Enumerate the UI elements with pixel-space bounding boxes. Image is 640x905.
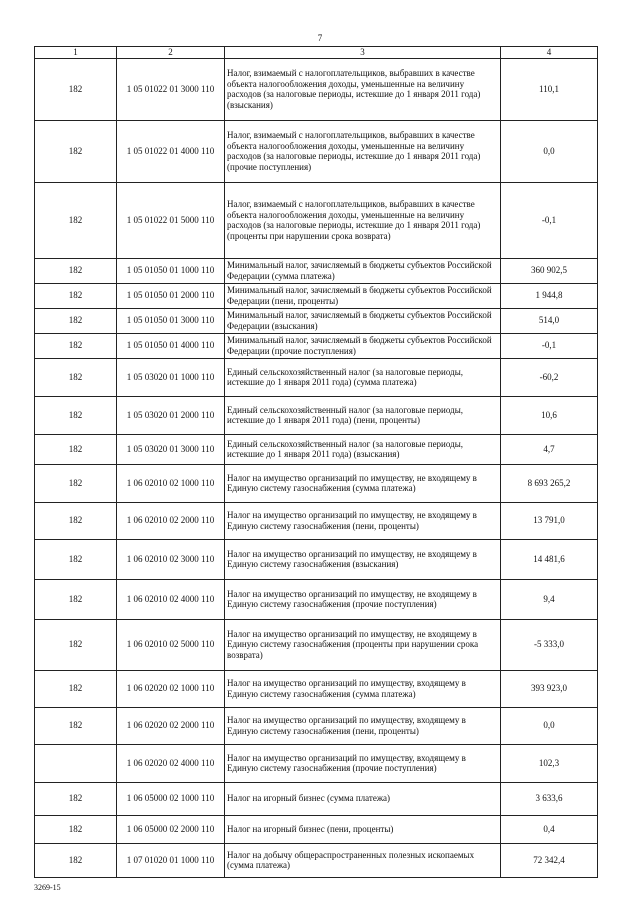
table-row — [35, 308, 598, 333]
table-row — [35, 670, 598, 707]
kbk-code-cell: 1 06 02020 02 2000 110 — [117, 707, 225, 744]
amount-cell: 10,6 — [501, 396, 598, 434]
amount-cell: 0,0 — [501, 120, 598, 182]
description-cell: Минимальный налог, зачисляемый в бюджеты субъектов Российской Федерации (пени, проценты) — [225, 283, 501, 308]
admin-code-cell: 182 — [35, 358, 117, 396]
kbk-code-cell: 1 06 02010 02 3000 110 — [117, 539, 225, 579]
kbk-code-cell: 1 06 05000 02 1000 110 — [117, 782, 225, 815]
amount-cell: 72 342,4 — [501, 843, 598, 877]
description-cell: Единый сельскохозяйственный налог (за налоговые периоды, истекшие до 1 января 2011 года) (взыскания) — [225, 434, 501, 464]
description-cell: Налог на игорный бизнес (пени, проценты) — [225, 815, 501, 843]
admin-code-cell — [35, 744, 117, 782]
description-cell: Минимальный налог, зачисляемый в бюджеты субъектов Российской Федерации (прочие поступления) — [225, 333, 501, 358]
kbk-code-cell: 1 05 03020 01 3000 110 — [117, 434, 225, 464]
table-row — [35, 120, 598, 182]
header-col-2: 2 — [117, 47, 225, 59]
table-row — [35, 782, 598, 815]
table-row — [35, 579, 598, 619]
budget-revenue-table — [34, 46, 598, 878]
header-col-3: 3 — [225, 47, 501, 59]
kbk-code-cell: 1 07 01020 01 1000 110 — [117, 843, 225, 877]
description-cell: Налог на имущество организаций по имуществу, входящему в Единую систему газоснабжения (сумма платежа) — [225, 670, 501, 707]
table-header-row — [35, 47, 598, 59]
amount-cell: 110,1 — [501, 58, 598, 120]
table-row — [35, 539, 598, 579]
admin-code-cell: 182 — [35, 502, 117, 539]
table-row — [35, 258, 598, 283]
description-cell: Минимальный налог, зачисляемый в бюджеты субъектов Российской Федерации (взыскания) — [225, 308, 501, 333]
table-row — [35, 396, 598, 434]
amount-cell: 0,0 — [501, 707, 598, 744]
admin-code-cell: 182 — [35, 396, 117, 434]
description-cell: Единый сельскохозяйственный налог (за налоговые периоды, истекшие до 1 января 2011 года) (пени, проценты) — [225, 396, 501, 434]
table-row — [35, 707, 598, 744]
admin-code-cell: 182 — [35, 707, 117, 744]
kbk-code-cell: 1 05 01050 01 4000 110 — [117, 333, 225, 358]
admin-code-cell: 182 — [35, 58, 117, 120]
kbk-code-cell: 1 06 02010 02 5000 110 — [117, 619, 225, 670]
amount-cell: -0,1 — [501, 333, 598, 358]
kbk-code-cell: 1 06 02010 02 2000 110 — [117, 502, 225, 539]
description-cell: Налог на игорный бизнес (сумма платежа) — [225, 782, 501, 815]
kbk-code-cell: 1 05 01050 01 1000 110 — [117, 258, 225, 283]
kbk-code-cell: 1 05 01022 01 3000 110 — [117, 58, 225, 120]
document-code: 3269-15 — [34, 883, 61, 892]
description-cell: Налог на имущество организаций по имуществу, не входящему в Единую систему газоснабжения (проценты при нарушении срока возврата) — [225, 619, 501, 670]
kbk-code-cell: 1 06 02020 02 1000 110 — [117, 670, 225, 707]
admin-code-cell: 182 — [35, 843, 117, 877]
header-col-4: 4 — [501, 47, 598, 59]
amount-cell: 1 944,8 — [501, 283, 598, 308]
amount-cell: 14 481,6 — [501, 539, 598, 579]
table-row — [35, 182, 598, 258]
table-row — [35, 815, 598, 843]
description-cell: Налог, взимаемый с налогоплательщиков, выбравших в качестве объекта налогообложения доходы, уменьшенные на величину расходов (за налоговые периоды, истекшие до 1 января 2011 года) (проценты при нарушении срока возврата) — [225, 182, 501, 258]
description-cell: Налог на имущество организаций по имуществу, не входящему в Единую систему газоснабжения (взыскания) — [225, 539, 501, 579]
kbk-code-cell: 1 05 01022 01 5000 110 — [117, 182, 225, 258]
description-cell: Налог, взимаемый с налогоплательщиков, выбравших в качестве объекта налогообложения доходы, уменьшенные на величину расходов (за налоговые периоды, истекшие до 1 января 2011 года) (взыскания) — [225, 58, 501, 120]
admin-code-cell: 182 — [35, 308, 117, 333]
admin-code-cell: 182 — [35, 283, 117, 308]
admin-code-cell: 182 — [35, 333, 117, 358]
description-cell: Налог на имущество организаций по имуществу, входящему в Единую систему газоснабжения (пени, проценты) — [225, 707, 501, 744]
amount-cell: 514,0 — [501, 308, 598, 333]
description-cell: Налог на добычу общераспространенных полезных ископаемых (сумма платежа) — [225, 843, 501, 877]
table-row — [35, 283, 598, 308]
admin-code-cell: 182 — [35, 464, 117, 502]
description-cell: Налог на имущество организаций по имуществу, не входящему в Единую систему газоснабжения (пени, проценты) — [225, 502, 501, 539]
table-row — [35, 619, 598, 670]
amount-cell: -60,2 — [501, 358, 598, 396]
table-row — [35, 358, 598, 396]
admin-code-cell: 182 — [35, 670, 117, 707]
kbk-code-cell: 1 05 03020 01 2000 110 — [117, 396, 225, 434]
admin-code-cell: 182 — [35, 579, 117, 619]
admin-code-cell: 182 — [35, 434, 117, 464]
kbk-code-cell: 1 05 03020 01 1000 110 — [117, 358, 225, 396]
amount-cell: 102,3 — [501, 744, 598, 782]
table-row — [35, 464, 598, 502]
amount-cell: 13 791,0 — [501, 502, 598, 539]
admin-code-cell: 182 — [35, 619, 117, 670]
amount-cell: 4,7 — [501, 434, 598, 464]
admin-code-cell: 182 — [35, 182, 117, 258]
page-number: 7 — [317, 33, 323, 43]
kbk-code-cell: 1 06 02010 02 4000 110 — [117, 579, 225, 619]
amount-cell: 3 633,6 — [501, 782, 598, 815]
amount-cell: -5 333,0 — [501, 619, 598, 670]
admin-code-cell: 182 — [35, 258, 117, 283]
description-cell: Налог, взимаемый с налогоплательщиков, выбравших в качестве объекта налогообложения доходы, уменьшенные на величину расходов (за налоговые периоды, истекшие до 1 января 2011 года) (прочие поступления) — [225, 120, 501, 182]
description-cell: Минимальный налог, зачисляемый в бюджеты субъектов Российской Федерации (сумма платежа) — [225, 258, 501, 283]
description-cell: Единый сельскохозяйственный налог (за налоговые периоды, истекшие до 1 января 2011 года) (сумма платежа) — [225, 358, 501, 396]
table-row — [35, 434, 598, 464]
kbk-code-cell: 1 05 01050 01 3000 110 — [117, 308, 225, 333]
admin-code-cell: 182 — [35, 782, 117, 815]
amount-cell: 9,4 — [501, 579, 598, 619]
amount-cell: -0,1 — [501, 182, 598, 258]
description-cell: Налог на имущество организаций по имуществу, входящему в Единую систему газоснабжения (прочие поступления) — [225, 744, 501, 782]
amount-cell: 8 693 265,2 — [501, 464, 598, 502]
amount-cell: 0,4 — [501, 815, 598, 843]
description-cell: Налог на имущество организаций по имуществу, не входящему в Единую систему газоснабжения (сумма платежа) — [225, 464, 501, 502]
description-cell: Налог на имущество организаций по имуществу, не входящему в Единую систему газоснабжения (прочие поступления) — [225, 579, 501, 619]
admin-code-cell: 182 — [35, 539, 117, 579]
header-col-1: 1 — [35, 47, 117, 59]
amount-cell: 393 923,0 — [501, 670, 598, 707]
amount-cell: 360 902,5 — [501, 258, 598, 283]
kbk-code-cell: 1 06 05000 02 2000 110 — [117, 815, 225, 843]
table-row — [35, 843, 598, 877]
kbk-code-cell: 1 06 02010 02 1000 110 — [117, 464, 225, 502]
kbk-code-cell: 1 05 01050 01 2000 110 — [117, 283, 225, 308]
table-row — [35, 744, 598, 782]
kbk-code-cell: 1 05 01022 01 4000 110 — [117, 120, 225, 182]
table-row — [35, 58, 598, 120]
table-row — [35, 502, 598, 539]
admin-code-cell: 182 — [35, 815, 117, 843]
admin-code-cell: 182 — [35, 120, 117, 182]
table-row — [35, 333, 598, 358]
kbk-code-cell: 1 06 02020 02 4000 110 — [117, 744, 225, 782]
